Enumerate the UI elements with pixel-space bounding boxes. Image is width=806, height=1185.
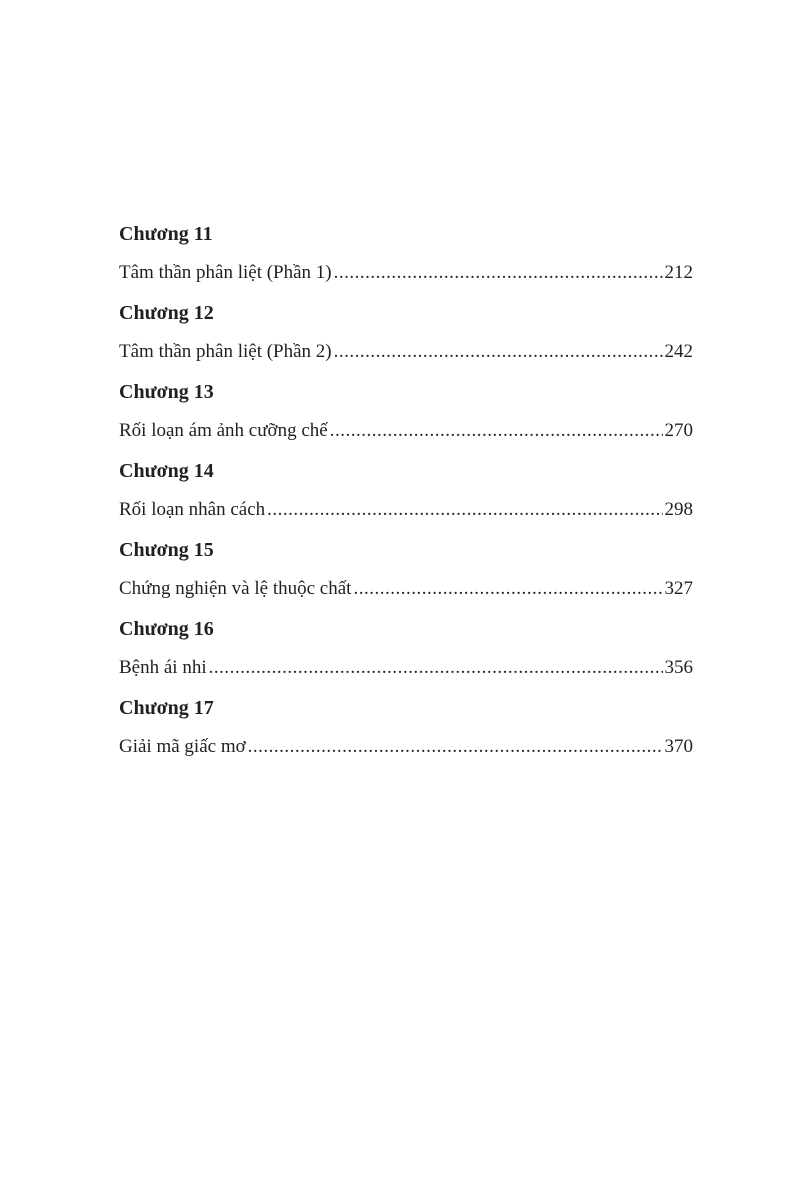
chapter-heading: Chương 14	[119, 460, 214, 482]
page-number: 298	[664, 499, 693, 520]
toc-entry[interactable]	[119, 654, 693, 682]
entry-title: Rối loạn nhân cách	[119, 499, 266, 520]
entry-title: Giải mã giấc mơ	[119, 736, 246, 757]
toc-chapter-15	[119, 536, 693, 615]
dot-leader	[330, 417, 663, 445]
dot-leader	[267, 496, 662, 524]
page-number: 212	[664, 262, 693, 283]
dot-leader	[353, 575, 662, 603]
toc-chapter-12	[119, 299, 693, 378]
toc-chapter-14	[119, 457, 693, 536]
chapter-heading: Chương 15	[119, 539, 214, 561]
toc-entry[interactable]	[119, 338, 693, 366]
chapter-heading: Chương 17	[119, 697, 214, 719]
chapter-heading: Chương 16	[119, 618, 214, 640]
table-of-contents	[119, 220, 693, 773]
toc-chapter-13	[119, 378, 693, 457]
dot-leader	[248, 733, 663, 761]
dot-leader	[334, 338, 663, 366]
entry-title: Bệnh ái nhi	[119, 657, 207, 678]
entry-title: Tâm thần phân liệt (Phần 2)	[119, 341, 332, 362]
page-number: 242	[664, 341, 693, 362]
toc-chapter-17	[119, 694, 693, 773]
toc-entry[interactable]	[119, 575, 693, 603]
dot-leader	[209, 654, 663, 682]
entry-title: Chứng nghiện và lệ thuộc chất	[119, 578, 352, 599]
chapter-heading: Chương 13	[119, 381, 214, 403]
page-number: 270	[664, 420, 693, 441]
toc-chapter-11	[119, 220, 693, 299]
page-number: 356	[664, 657, 693, 678]
toc-entry[interactable]	[119, 496, 693, 524]
toc-entry[interactable]	[119, 733, 693, 761]
chapter-heading: Chương 11	[119, 223, 213, 245]
chapter-heading: Chương 12	[119, 302, 214, 324]
toc-entry[interactable]	[119, 417, 693, 445]
dot-leader	[334, 259, 663, 287]
entry-title: Rối loạn ám ảnh cưỡng chế	[119, 420, 328, 441]
toc-chapter-16	[119, 615, 693, 694]
page-number: 370	[664, 736, 693, 757]
entry-title: Tâm thần phân liệt (Phần 1)	[119, 262, 332, 283]
page-number: 327	[664, 578, 693, 599]
toc-entry[interactable]	[119, 259, 693, 287]
